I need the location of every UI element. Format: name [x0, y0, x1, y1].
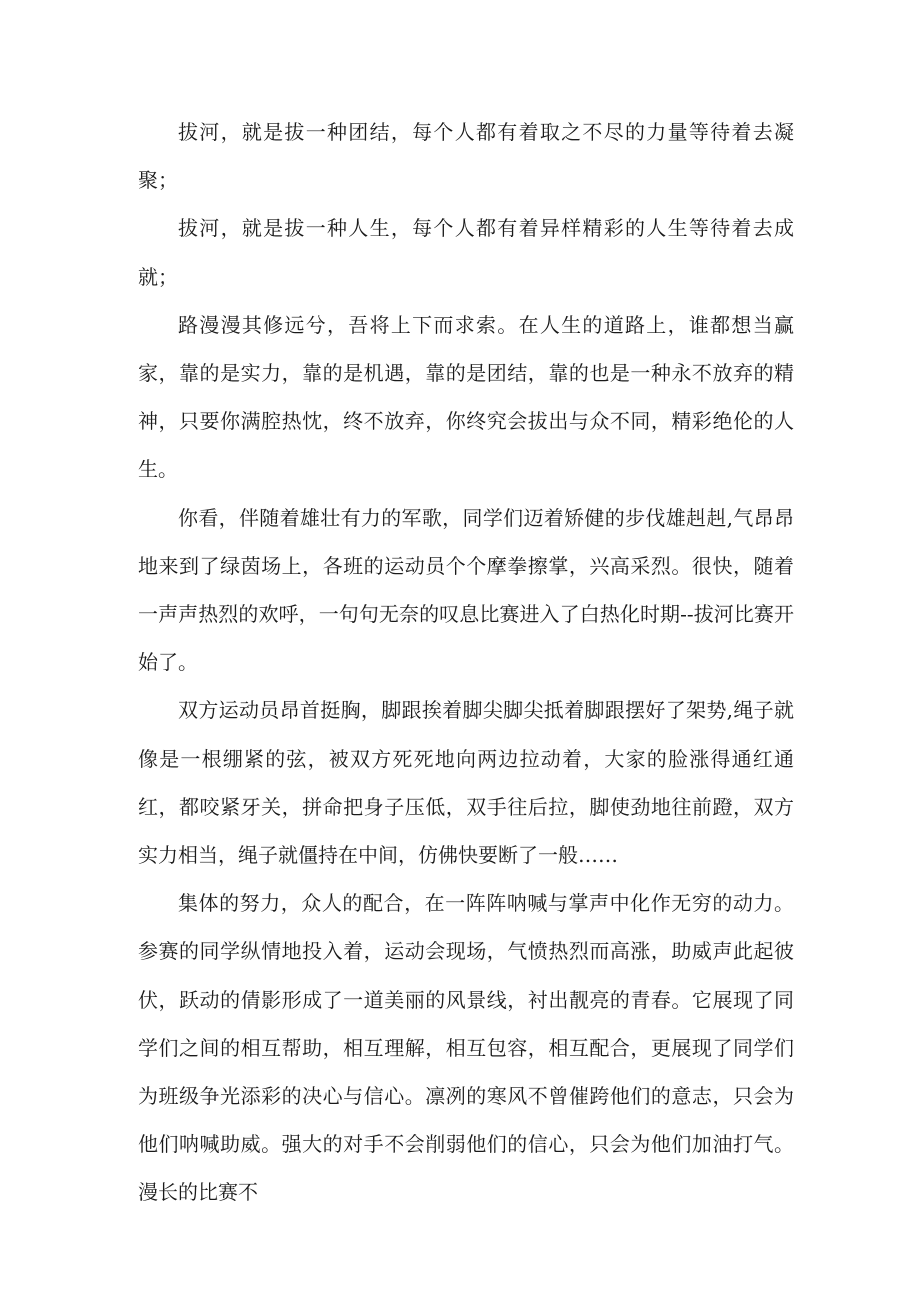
paragraph-1: 拔河，就是拔一种团结，每个人都有着取之不尽的力量等待着去凝聚； — [138, 120, 794, 193]
paragraph-3: 路漫漫其修远兮，吾将上下而求索。在人生的道路上，谁都想当赢家，靠的是实力，靠的是机遇，靠的是团结，靠的也是一种永不放弃的精神，只要你满腔热忱，终不放弃，你终究会拔出与众不同，精彩绝伦的人生。 — [138, 312, 794, 482]
paragraph-6: 集体的努力，众人的配合，在一阵阵呐喊与掌声中化作无穷的动力。参赛的同学纵情地投入着，运动会现场，气愤热烈而高涨，助威声此起彼伏，跃动的倩影形成了一道美丽的风景线，衬出靓亮的青春。它展现了同学们之间的相互帮助，相互理解，相互包容，相互配合，更展现了同学们为班级争光添彩的决心与信心。凛冽的寒风不曾催跨他们的意志，只会为他们呐喊助威。强大的对手不会削弱他们的信心，只会为他们加油打气。漫长的比赛不 — [138, 891, 794, 1205]
document-body — [138, 108, 794, 1217]
paragraph-2: 拔河，就是拔一种人生，每个人都有着异样精彩的人生等待着去成就； — [138, 216, 794, 289]
paragraph-4: 你看，伴随着雄壮有力的军歌，同学们迈着矫健的步伐雄赳赳,气昂昂地来到了绿茵场上，各班的运动员个个摩拳擦掌，兴高采烈。很快，随着一声声热烈的欢呼，一句句无奈的叹息比赛进入了白热化时期--拔河比赛开始了。 — [138, 505, 794, 675]
paragraph-5: 双方运动员昂首挺胸，脚跟挨着脚尖脚尖抵着脚跟摆好了架势,绳子就像是一根绷紧的弦，被双方死死地向两边拉动着，大家的脸涨得通红通红，都咬紧牙关，拼命把身子压低，双手往后拉，脚使劲地往前蹬，双方实力相当，绳子就僵持在中间，仿佛快要断了一般…… — [138, 698, 794, 868]
